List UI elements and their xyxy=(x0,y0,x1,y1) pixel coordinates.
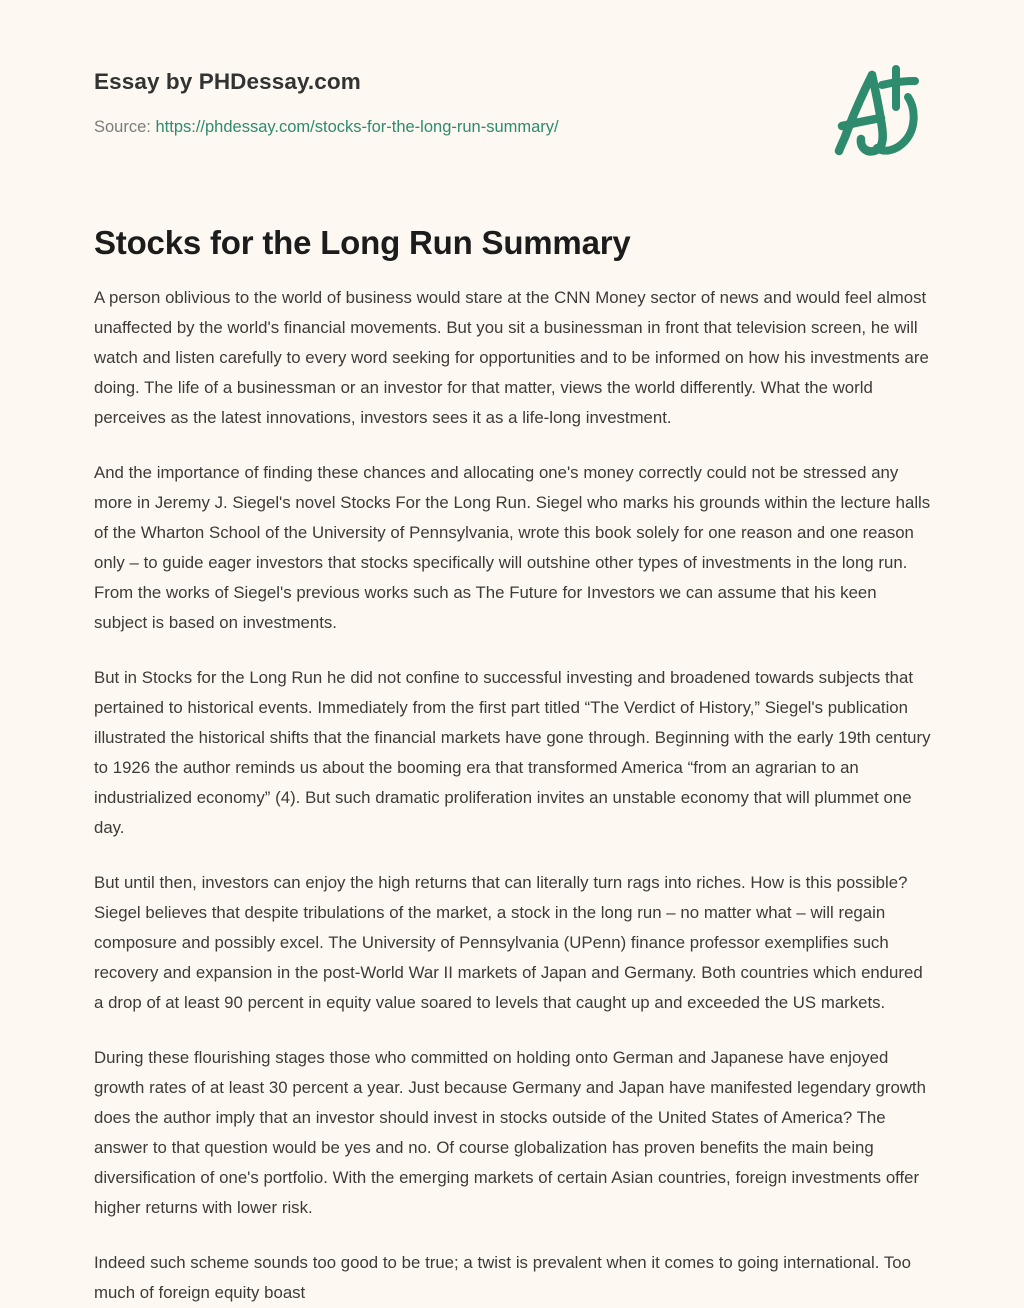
paragraph: A person oblivious to the world of business would stare at the CNN Money sector of news and would feel almost unaffected by the world's financial movements. But you sit a businessman in front that television screen, he will watch and listen carefully to every word seeking for opportunities and to be informed on how his investments are doing. The life of a businessman or an investor for that matter, views the world differently. What the world perceives as the latest innovations, investors sees it as a life-long investment. xyxy=(94,288,929,427)
brand-title: Essay by PHDessay.com xyxy=(94,69,361,94)
article-body xyxy=(94,283,932,1308)
page-title: Stocks for the Long Run Summary xyxy=(94,224,631,261)
paragraph: But until then, investors can enjoy the high returns that can literally turn rags into riches. How is this possible? Siegel believes that despite tribulations of the market, a stock in the long run – no matter what – will regain composure and possibly excel. The University of Pennsylvania (UPenn) finance professor exemplifies such recovery and expansion in the post-World War II markets of Japan and Germany. Both countries which endured a drop of at least 90 percent in equity value soared to levels that caught up and exceeded the US markets. xyxy=(94,873,923,1012)
paragraph: Indeed such scheme sounds too good to be true; a twist is prevalent when it comes to going international. Too much of foreign equity boast xyxy=(94,1253,911,1302)
a-plus-logo-icon xyxy=(820,55,932,167)
paragraph: During these flourishing stages those who committed on holding onto German and Japanese have enjoyed growth rates of at least 30 percent a year. Just because Germany and Japan have manifested legendary growth does the author imply that an investor should invest in stocks outside of the United States of America? The answer to that question would be yes and no. Of course globalization has proven benefits the main being diversification of one's portfolio. With the emerging markets of certain Asian countries, foreign investments offer higher returns with lower risk. xyxy=(94,1048,926,1217)
page-header xyxy=(0,0,1024,136)
source-line xyxy=(94,117,930,138)
paragraph: And the importance of finding these chances and allocating one's money correctly could not be stressed any more in Jeremy J. Siegel's novel Stocks For the Long Run. Siegel who marks his grounds within the lecture halls of the Wharton School of the University of Pennsylvania, wrote this book solely for one reason and one reason only – to guide eager investors that stocks specifically will outshine other types of investments in the long run. From the works of Siegel's previous works such as The Future for Investors we can assume that his keen subject is based on investments. xyxy=(94,463,931,632)
source-link[interactable]: https://phdessay.com/stocks-for-the-long-run-summary/ xyxy=(155,117,559,136)
paragraph: But in Stocks for the Long Run he did not confine to successful investing and broadened towards subjects that pertained to historical events. Immediately from the first part titled “The Verdict of History,” Siegel's publication illustrated the historical shifts that the financial markets have gone through. Beginning with the early 19th century to 1926 the author reminds us about the booming era that transformed America “from an agrarian to an industrialized economy” (4). But such dramatic proliferation invites an unstable economy that will plummet one day. xyxy=(94,668,931,837)
source-label: Source: xyxy=(94,117,151,136)
a-plus-logo-svg xyxy=(820,55,932,167)
